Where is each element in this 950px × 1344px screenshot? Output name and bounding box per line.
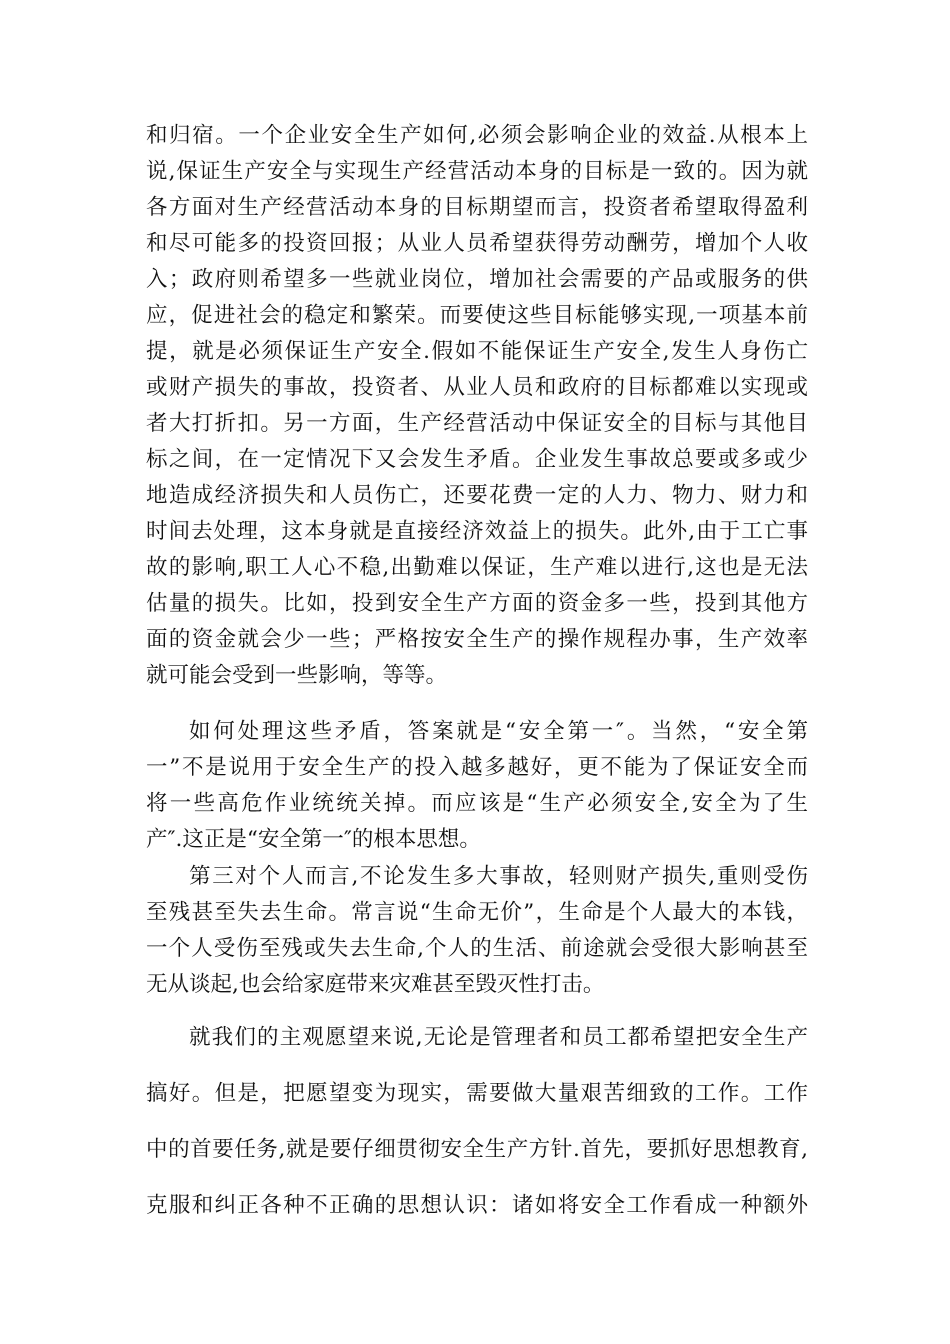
text-line: 者大打折扣。另一方面，生产经营活动中保证安全的目标与其他目 (146, 411, 808, 436)
paragraph-2 (146, 714, 808, 858)
paragraph-4 (146, 1010, 808, 1234)
text-line: 将一些高危作业统统关掉。而应该是“生产必须安全,安全为了生 (146, 791, 808, 816)
text-line: 产″.这正是“安全第一″的根本思想。 (146, 827, 481, 852)
paragraph-3 (146, 859, 808, 1003)
text-line: 估量的损失。比如，投到安全生产方面的资金多一些，投到其他方 (146, 591, 808, 616)
text-line: 和尽可能多的投资回报；从业人员希望获得劳动酬劳，增加个人收 (146, 231, 808, 256)
text-line: 入；政府则希望多一些就业岗位，增加社会需要的产品或服务的供 (146, 267, 808, 292)
text-line: 各方面对生产经营活动本身的目标期望而言，投资者希望取得盈利 (146, 195, 808, 220)
text-line: 无从谈起,也会给家庭带来灾难甚至毁灭性打击。 (146, 972, 605, 997)
text-line: 就我们的主观愿望来说,无论是管理者和员工都希望把安全生产 (189, 1025, 808, 1050)
text-line: 一个人受伤至残或失去生命,个人的生活、前途就会受很大影响甚至 (146, 936, 808, 961)
text-line: 中的首要任务,就是要仔细贯彻安全生产方针.首先，要抓好思想教育, (146, 1137, 808, 1162)
text-line: 或财产损失的事故，投资者、从业人员和政府的目标都难以实现或 (146, 375, 808, 400)
text-line: 至残甚至失去生命。常言说“生命无价”，生命是个人最大的本钱， (146, 900, 808, 925)
text-line: 就可能会受到一些影响，等等。 (146, 663, 448, 688)
text-line: 一”不是说用于安全生产的投入越多越好，更不能为了保证安全而 (146, 755, 808, 780)
text-line: 说,保证生产安全与实现生产经营活动本身的目标是一致的。因为就 (146, 159, 808, 184)
text-line: 地造成经济损失和人员伤亡，还要花费一定的人力、物力、财力和 (146, 483, 808, 508)
text-line: 时间去处理，这本身就是直接经济效益上的损失。此外,由于工亡事 (146, 519, 808, 544)
text-line: 第三对个人而言,不论发生多大事故，轻则财产损失,重则受伤 (189, 864, 808, 889)
text-line: 克服和纠正各种不正确的思想认识：诸如将安全工作看成一种额外 (146, 1193, 808, 1218)
text-line: 提，就是必须保证生产安全.假如不能保证生产安全,发生人身伤亡 (146, 339, 808, 364)
text-line: 搞好。但是，把愿望变为现实，需要做大量艰苦细致的工作。工作 (146, 1081, 808, 1106)
paragraph-1 (146, 118, 808, 694)
text-line: 面的资金就会少一些；严格按安全生产的操作规程办事，生产效率 (146, 627, 808, 652)
text-line: 应，促进社会的稳定和繁荣。而要使这些目标能够实现,一项基本前 (146, 303, 808, 328)
text-line: 故的影响,职工人心不稳,出勤难以保证，生产难以进行,这也是无法 (146, 555, 808, 580)
text-line: 如何处理这些矛盾，答案就是“安全第一″。当然，“安全第 (189, 719, 808, 744)
text-line: 和归宿。一个企业安全生产如何,必须会影响企业的效益.从根本上 (146, 123, 808, 148)
text-line: 标之间，在一定情况下又会发生矛盾。企业发生事故总要或多或少 (146, 447, 808, 472)
